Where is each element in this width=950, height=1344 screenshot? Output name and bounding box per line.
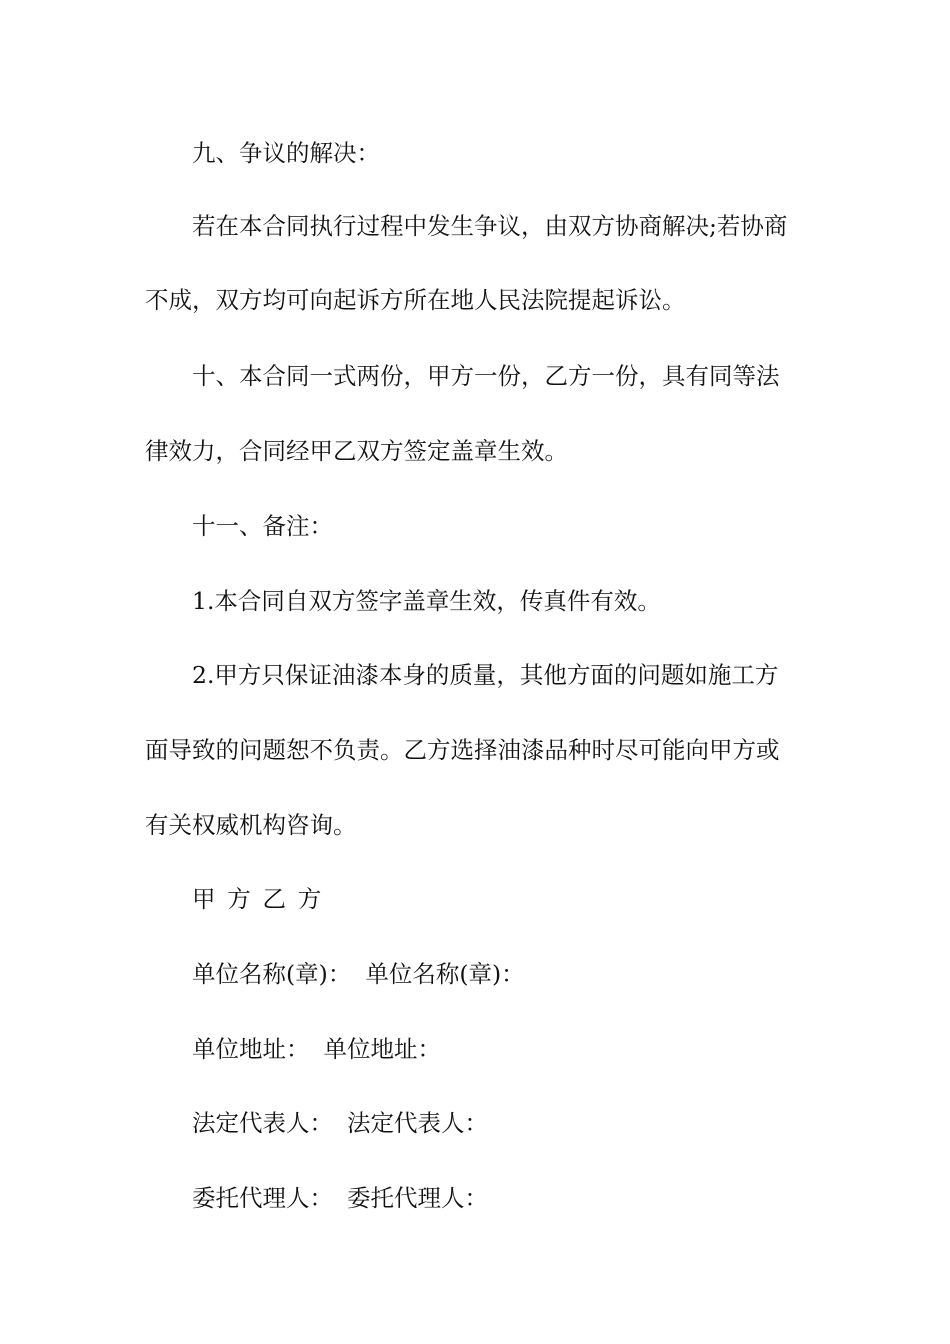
note-2-line2: 面导致的问题恕不负责。乙方选择油漆品种时尽可能向甲方或 — [145, 736, 780, 764]
note-2-line3: 有关权威机构咨询。 — [145, 811, 357, 839]
note-1: 1.本合同自双方签字盖章生效，传真件有效。 — [192, 587, 661, 615]
unit-name-row — [192, 959, 815, 989]
legal-rep-row — [192, 1108, 815, 1138]
party-a-label: 甲方 — [192, 885, 263, 913]
party-a-agent-label: 委托代理人： — [192, 1184, 333, 1212]
note-2-line1: 2.甲方只保证油漆本身的质量，其他方面的问题如施工方 — [192, 661, 779, 689]
section11-heading: 十一、备注： — [192, 512, 333, 540]
party-a-legal-rep-label: 法定代表人： — [192, 1109, 333, 1137]
party-a-unit-address-label: 单位地址： — [192, 1035, 310, 1063]
party-b-label: 乙方 — [262, 885, 333, 913]
agent-row — [192, 1183, 815, 1213]
party-b-unit-name-label: 单位名称(章)： — [365, 960, 525, 988]
section9-body-line2: 不成，双方均可向起诉方所在地人民法院提起诉讼。 — [145, 286, 686, 314]
section10-line2: 律效力，合同经甲乙双方签定盖章生效。 — [145, 437, 568, 465]
party-b-legal-rep-label: 法定代表人： — [347, 1109, 488, 1137]
unit-address-row — [192, 1034, 815, 1064]
party-b-unit-address-label: 单位地址： — [323, 1035, 441, 1063]
parties-row — [192, 884, 815, 914]
party-b-agent-label: 委托代理人： — [347, 1184, 488, 1212]
section9-heading: 九、争议的解决： — [192, 139, 380, 167]
party-a-unit-name-label: 单位名称(章)： — [192, 960, 352, 988]
section9-body-line1: 若在本合同执行过程中发生争议，由双方协商解决;若协商 — [192, 212, 788, 240]
section10-line1: 十、本合同一式两份，甲方一份，乙方一份，具有同等法 — [192, 362, 780, 390]
